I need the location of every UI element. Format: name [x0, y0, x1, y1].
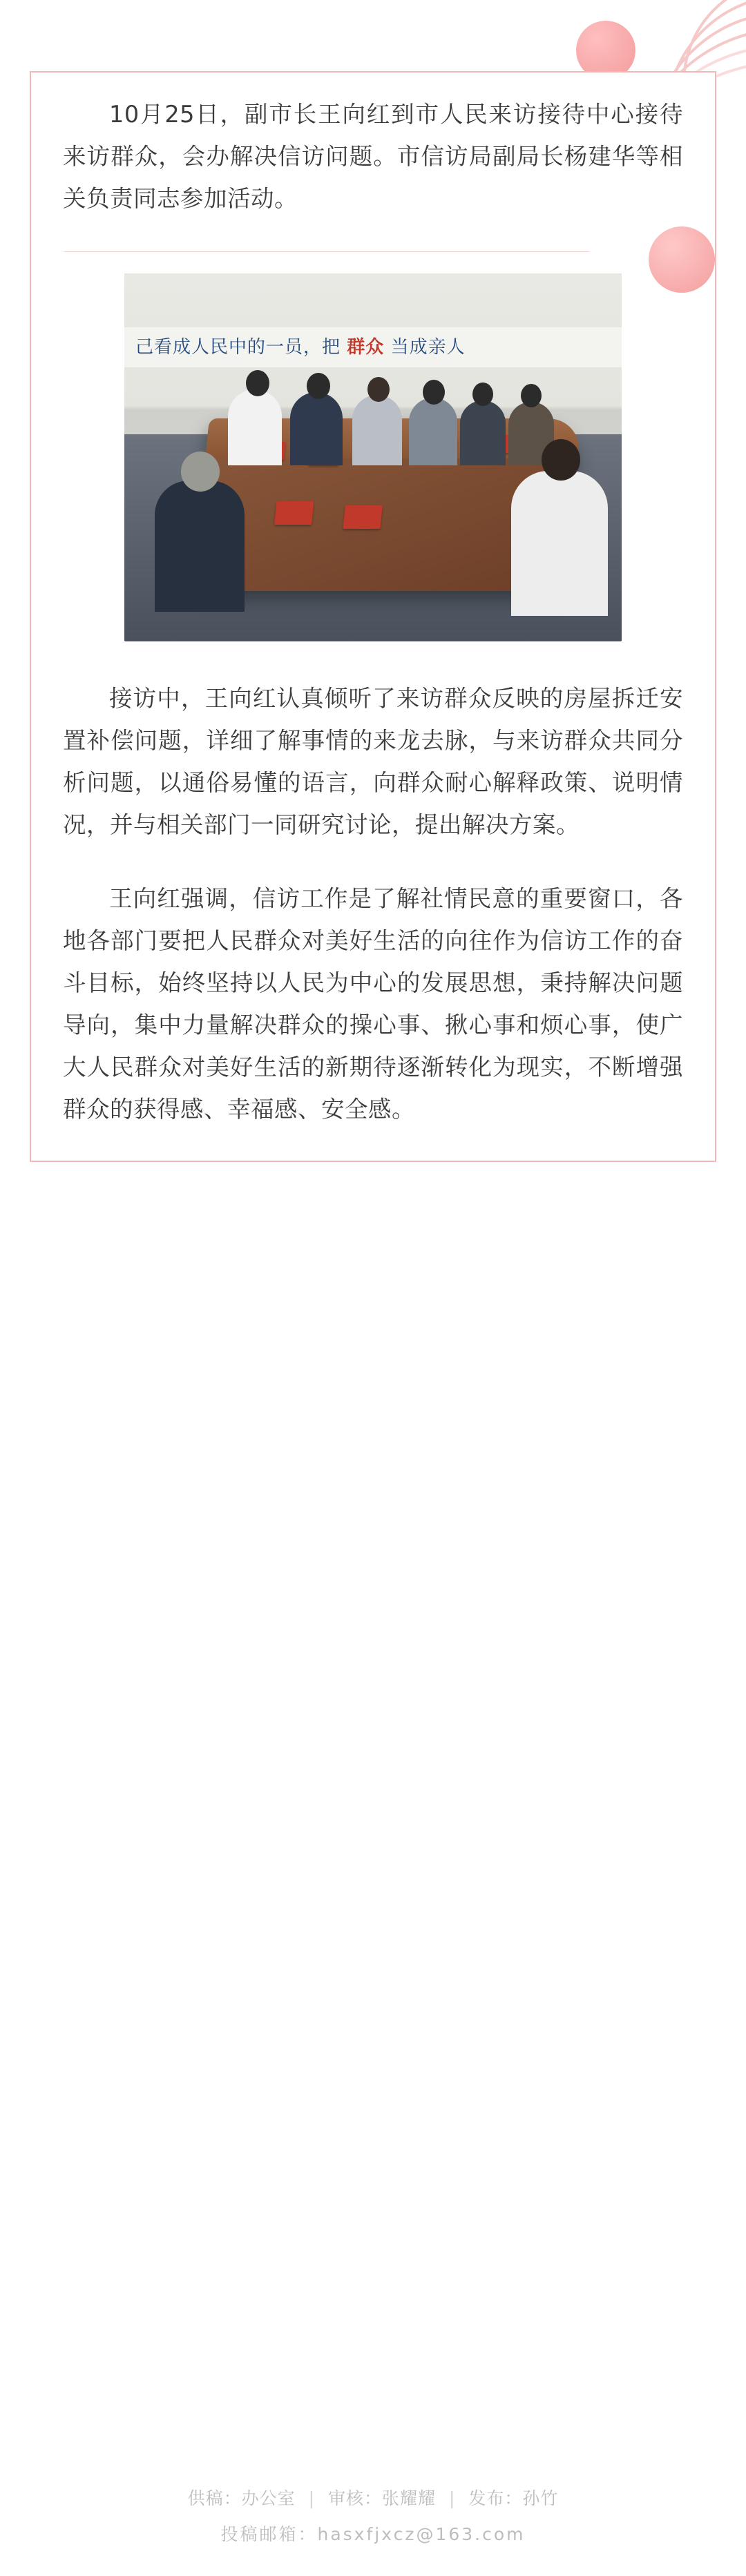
photo-person	[460, 400, 506, 465]
article-paragraph: 10月25日，副市长王向红到市人民来访接待中心接待来访群众，会办解决信访问题。市信访局副局长杨建华等相关负责同志参加活动。	[63, 101, 683, 212]
photo-person	[290, 392, 343, 465]
footer-separator: |	[308, 2488, 316, 2508]
photo-person-back	[155, 481, 245, 612]
photo-person-back	[511, 471, 608, 616]
footer-reviewer: 审核：张耀耀	[327, 2488, 436, 2508]
photo-person-head	[246, 370, 269, 396]
photo-banner-text	[124, 327, 622, 367]
decorative-circle-accent	[649, 226, 715, 293]
article-paragraph: 王向红强调，信访工作是了解社情民意的重要窗口，各地各部门要把人民群众对美好生活的向往作为信访工作的奋斗目标，始终坚持以人民为中心的发展思想，秉持解决问题导向，集中力量解决群众的操心事、揪心事和烦心事，使广大人民群众对美好生活的新期待逐渐转化为现实，不断增强群众的获得感、幸福感、安全感。	[63, 885, 683, 1123]
footer-contributor: 供稿：办公室	[187, 2488, 296, 2508]
photo-person-head	[423, 380, 445, 405]
article-card	[30, 71, 716, 1162]
footer-mail-line: 投稿邮箱：hasxfjxcz@163.com	[220, 2524, 526, 2544]
photo-banner-right-text: 当成亲人	[390, 337, 466, 358]
photo-person	[409, 398, 457, 465]
footer-publisher: 发布：孙竹	[468, 2488, 559, 2508]
footer	[0, 2481, 746, 2553]
paragraph-block-1	[63, 93, 683, 220]
photo-banner-left-text: 己看成人民中的一员，把	[135, 337, 341, 358]
footer-separator: |	[448, 2488, 456, 2508]
paragraph-block-3	[63, 878, 683, 1130]
photo-person-head	[367, 377, 390, 402]
photo-banner-highlight: 群众	[347, 337, 385, 358]
divider-line	[64, 251, 589, 252]
photo-nameplate	[274, 501, 314, 525]
section-divider	[63, 232, 683, 273]
photo-person	[352, 395, 402, 465]
photo-person-head	[472, 382, 493, 406]
paragraph-block-2	[63, 677, 683, 846]
photo-person-head	[521, 384, 542, 407]
photo-nameplate	[343, 505, 383, 529]
photo-person-head	[181, 452, 220, 492]
article-paragraph: 接访中，王向红认真倾听了来访群众反映的房屋拆迁安置补偿问题，详细了解事情的来龙去脉，与来访群众共同分析问题，以通俗易懂的语言，向群众耐心解释政策、说明情况，并与相关部门一同研究讨论，提出解决方案。	[63, 685, 683, 838]
photo-person	[228, 389, 282, 465]
photo-person-head	[307, 373, 330, 399]
article-photo	[124, 273, 622, 641]
footer-credits-line	[0, 2481, 746, 2517]
photo-person-head	[542, 439, 580, 481]
